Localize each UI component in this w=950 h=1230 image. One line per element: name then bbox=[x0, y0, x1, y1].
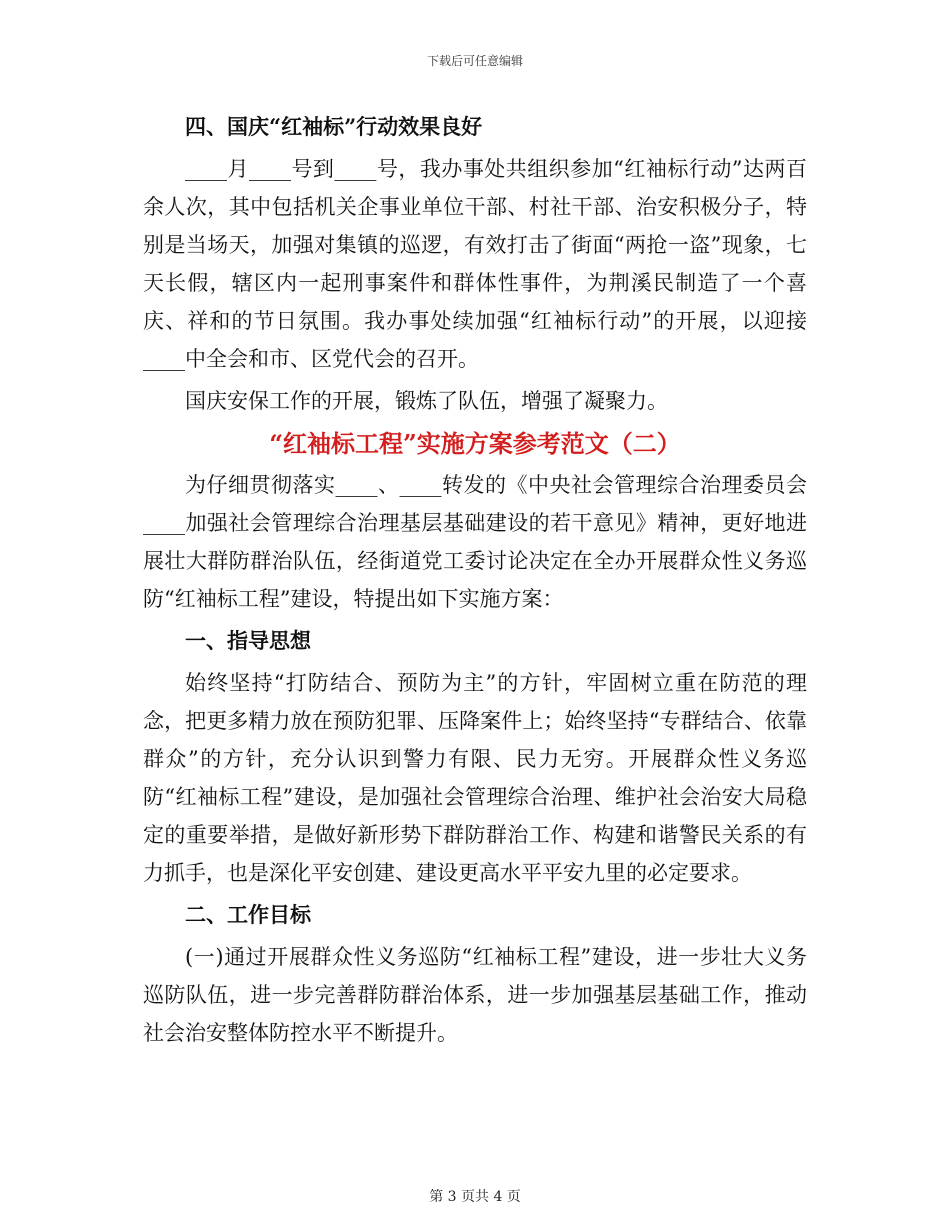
section-heading-guiding-ideology: 一、指导思想 bbox=[185, 628, 311, 653]
paragraph-national-day-results: ____月____号到____号，我办事处共组织参加“红袖标行动”达两百余人次，其中包括机关企事业单位干部、村社干部、治安积极分子，特别是当场天，加强对集镇的巡逻，有效打击了街面“两抢一盗”现象，七天长假，辖区内一起刑事案件和群体性事件，为荆溪民制造了一个喜庆、祥和的节日氛围。我办事处续加强“红袖标行动”的开展，以迎接____中全会和市、区党代会的召开。 bbox=[143, 157, 807, 371]
paragraph-work-goals: (一)通过开展群众性义务巡防“红袖标工程”建设，进一步壮大义务巡防队伍，进一步完善群防群治体系，进一步加强基层基础工作，推动社会治安整体防控水平不断提升。 bbox=[143, 945, 807, 1045]
section-heading-national-day: 四、国庆“红袖标”行动效果良好 bbox=[185, 114, 483, 139]
section-heading-work-goals: 二、工作目标 bbox=[185, 902, 311, 927]
header-note: 下载后可任意编辑 bbox=[426, 54, 523, 68]
paragraph-introduction: 为仔细贯彻落实____、____转发的《中央社会管理综合治理委员会____加强社会管理综合治理基层基础建设的若干意见》精神，更好地进展壮大群防群治队伍，经街道党工委讨论决定在全办开展群众性义务巡防“红袖标工程”建设，特提出如下实施方案： bbox=[143, 473, 807, 611]
paragraph-guiding-ideology: 始终坚持“打防结合、预防为主”的方针，牢固树立重在防范的理念，把更多精力放在预防犯罪、压降案件上；始终坚持“专群结合、依靠群众”的方针，充分认识到警力有限、民力无穷。开展群众性义务巡防“红袖标工程”建设，是加强社会管理综合治理、维护社会治安大局稳定的重要举措，是做好新形势下群防群治工作、构建和谐警民关系的有力抓手，也是深化平安创建、建设更高水平平安九里的必定要求。 bbox=[143, 671, 807, 885]
page-number: 第 3 页共 4 页 bbox=[429, 1189, 521, 1205]
document-title: “红袖标工程”实施方案参考范文（二） bbox=[269, 429, 681, 458]
document-body bbox=[143, 108, 807, 1052]
paragraph-security-work: 国庆安保工作的开展，锻炼了队伍，增强了凝聚力。 bbox=[185, 389, 668, 413]
